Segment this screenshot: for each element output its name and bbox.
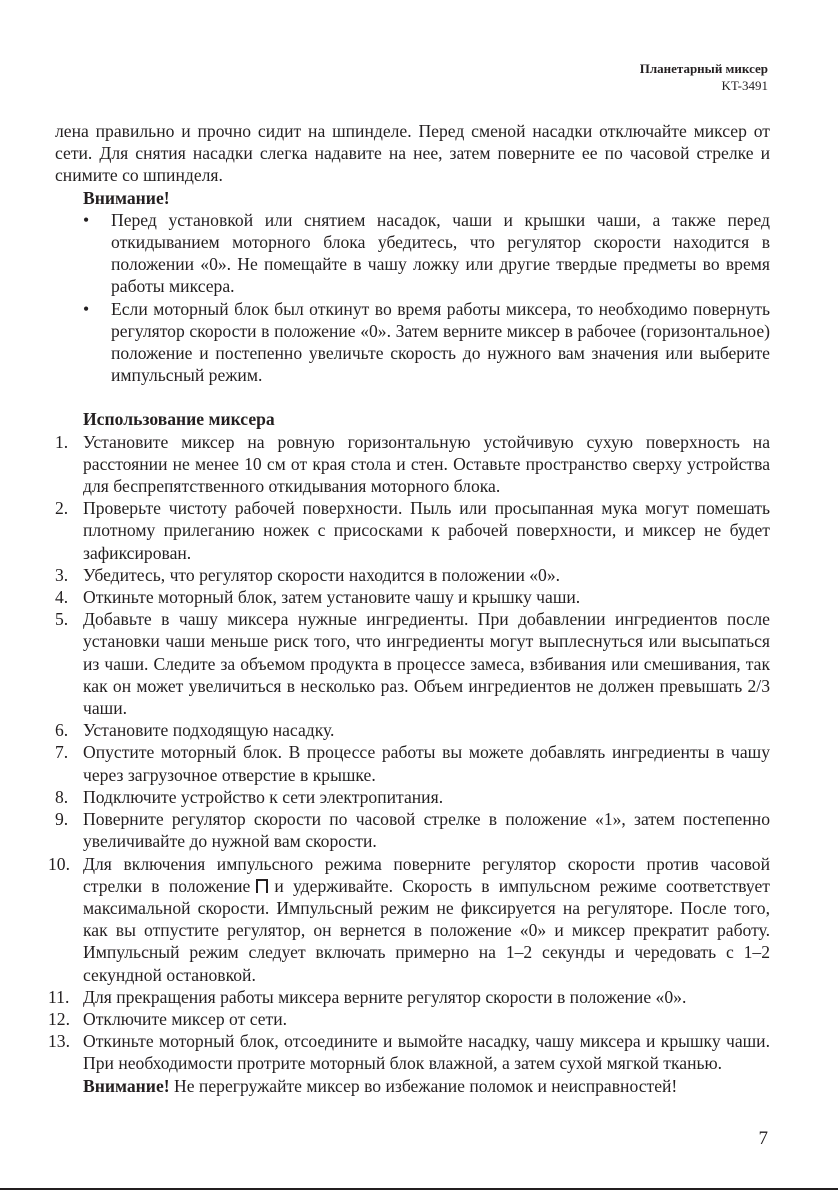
bullet-marker: •	[83, 209, 90, 230]
step-text: Откиньте моторный блок, затем установите чашу и крышку чаши.	[83, 587, 581, 608]
step-number: 6.	[55, 720, 69, 741]
step-text: Добавьте в чашу миксера нужные ингредиенты. При добавлении ингредиентов после установки чаши меньше риск того, что ингредиенты могут выплеснуться или высыпаться из чаши. Следите за объемом продукта в процессе замеса, взбивания или смешивания, так как он может увеличиться в несколько раз. Объем ингредиентов не должен превышать 2/3 чаши.	[83, 609, 770, 719]
step-number: 1.	[55, 431, 69, 452]
pulse-mode-icon	[256, 879, 268, 893]
warning-item	[55, 209, 770, 298]
warning-list	[55, 209, 770, 387]
step-number: 12.	[48, 1008, 70, 1029]
warning-heading: Внимание!	[83, 187, 170, 208]
step-number: 7.	[55, 742, 69, 763]
warning-item-text: Перед установкой или снятием насадок, чаши и крышки чаши, а также перед откидыванием моторного блока убедитесь, что регулятор скорости находится в положении «0». Не помещайте в чашу ложку или другие твердые предметы во время работы миксера.	[111, 209, 770, 297]
usage-step	[55, 497, 770, 564]
step-text-after-icon: и удерживайте. Скорость в импульсном режиме соответствует максимальной скорости. Импульсный режим не фиксируется на регуляторе. После того, как вы отпустите регулятор, он вернется в положение «0» и миксер прекратит работу. Импульсный режим следует включать примерно на 1–2 секунды и чередовать с 1–2 секундной остановкой.	[83, 875, 770, 985]
usage-step	[55, 786, 770, 808]
step-text: Поверните регулятор скорости по часовой стрелке в положение «1», затем постепенно увеличивайте до нужной вам скорости.	[83, 809, 770, 852]
step-text: Установите миксер на ровную горизонтальную устойчивую сухую поверхность на расстоянии не менее 10 см от края стола и стен. Оставьте пространство сверху устройства для беспрепятственного откидывания моторного блока.	[83, 431, 770, 497]
step-text: Для прекращения работы миксера верните регулятор скорости в положение «0».	[83, 986, 687, 1007]
page-number: 7	[758, 1128, 768, 1149]
step-number: 10.	[48, 853, 70, 874]
running-header	[640, 60, 768, 94]
final-warning-label: Внимание!	[83, 1075, 170, 1096]
step-text-before-icon: Для включения импульсного режима поверните регулятор скорости против часовой стрелки в положение	[83, 853, 770, 896]
step-number: 13.	[48, 1031, 70, 1052]
step-number: 4.	[55, 587, 69, 608]
warning-item	[55, 298, 770, 387]
step-number: 2.	[55, 498, 69, 519]
final-warning-text: Не перегружайте миксер во избежание поломок и неисправностей!	[169, 1075, 678, 1096]
step-text: Откиньте моторный блок, отсоедините и вымойте насадку, чашу миксера и крышку чаши. При необходимости протрите моторный блок влажной, а затем сухой мягкой тканью.	[83, 1031, 770, 1074]
header-model-number: KT-3491	[721, 78, 768, 93]
warning-item-text: Если моторный блок был откинут во время работы миксера, то необходимо повернуть регулятор скорости в положение «0». Затем верните миксер в рабочее (горизонтальное) положение и постепенно увеличьте скорость до нужного вам значения или выберите импульсный режим.	[111, 298, 770, 386]
header-product-title: Планетарный миксер	[639, 61, 768, 76]
step-number: 5.	[55, 609, 69, 630]
usage-step	[55, 808, 770, 852]
step-text: Убедитесь, что регулятор скорости находится в положении «0».	[83, 564, 561, 585]
usage-step	[48, 853, 770, 986]
usage-step	[55, 608, 770, 719]
step-text: Отключите миксер от сети.	[83, 1008, 288, 1029]
usage-step	[55, 431, 770, 498]
bullet-marker: •	[83, 298, 90, 319]
usage-steps-list	[48, 431, 770, 1075]
step-number: 8.	[55, 786, 69, 807]
intro-paragraph: лена правильно и прочно сидит на шпинделе. Перед сменой насадки отключайте миксер от сети. Для снятия насадки слегка надавите на нее, затем поверните ее по часовой стрелке и снимите со шпинделя.	[55, 121, 770, 186]
step-number: 3.	[55, 564, 69, 585]
usage-step	[55, 719, 770, 741]
step-number: 9.	[55, 809, 69, 830]
page-content	[48, 120, 770, 1097]
usage-step	[55, 564, 770, 586]
usage-step	[48, 1008, 770, 1030]
usage-step	[48, 986, 770, 1008]
step-text: Подключите устройство к сети электропитания.	[83, 786, 444, 807]
final-warning	[55, 1075, 770, 1097]
step-number: 11.	[48, 986, 70, 1007]
usage-step	[55, 741, 770, 785]
usage-heading: Использование миксера	[83, 409, 275, 430]
step-text: Установите подходящую насадку.	[83, 720, 335, 741]
step-text: Опустите моторный блок. В процессе работы вы можете добавлять ингредиенты в чашу через загрузочное отверстие в крышке.	[83, 742, 770, 785]
usage-step	[48, 1030, 770, 1074]
usage-step	[55, 586, 770, 608]
bottom-divider	[0, 1188, 838, 1190]
step-text: Проверьте чистоту рабочей поверхности. Пыль или просыпанная мука могут помешать плотному прилеганию ножек с присосками к рабочей поверхности, и миксер не будет зафиксирован.	[83, 498, 770, 563]
